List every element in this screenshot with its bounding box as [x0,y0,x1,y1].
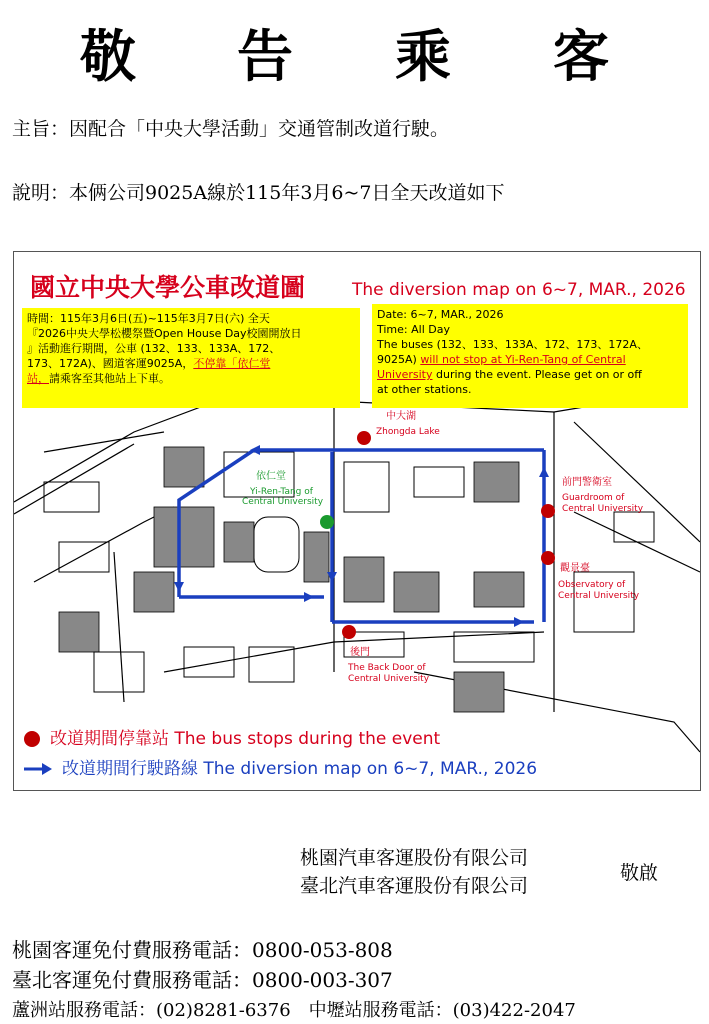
note-en-line: University during the event. Please get on or off [377,368,642,381]
company-name: 臺北汽車客運股份有限公司 [300,875,529,897]
company-name: 桃園汽車客運股份有限公司 [300,847,529,869]
no-stop-highlight: will not stop at Yi-Ren-Tang of Central [420,353,626,366]
station-phones: 蘆洲站服務電話：(02)8281-6376 中壢站服務電話：(03)422-2047 [12,1000,576,1021]
backdoor-label-en: The Back Door of [348,663,426,673]
title-char: 敬 [80,24,136,90]
note-en-line: Date: 6~7, MAR., 2026 [377,308,504,321]
notice-title [0,22,709,92]
note-zh-line: 173、172A)、國道客運9025A，不停靠「依仁堂 [27,357,271,370]
title-char: 乘 [395,24,451,90]
legend-stops: 改道期間停靠站 The bus stops during the event [24,724,440,749]
guard-label-en: Central University [562,504,644,514]
note-en-line: 9025A) will not stop at Yi-Ren-Tang of Central [377,353,626,366]
hotline: 臺北客運免付費服務電話：0800-003-307 [12,968,393,992]
map-title-zh: 國立中央大學公車改道圖 [30,273,306,302]
note-zh-line: 時間：115年3月6日(五)~115年3月7日(六) 全天 [27,312,270,325]
note-zh-line: 『2026中央大學松櫻祭暨Open House Day校園開放日 [27,327,302,340]
yiren-label-en: Central University [242,497,324,507]
arrow-right-icon [24,763,52,775]
note-en-line: at other stations. [377,383,472,396]
description-line: 說明：本俩公司9025A線於115年3月6~7日全天改道如下 [12,182,505,204]
map-title-en: The diversion map on 6~7, MAR., 2026 [352,280,686,300]
guard-label-zh: 前門警衛室 [562,477,612,488]
note-en-line: Time: All Day [377,323,450,336]
lake-label-en: Zhongda Lake [376,427,440,437]
backdoor-label-en: Central University [348,674,430,684]
yiren-label-zh: 依仁堂 [256,471,286,482]
note-zh-line: 站，請乘客至其他站上下車。 [27,372,170,385]
no-stop-highlight: 不停靠「依仁堂 [193,357,271,370]
notice-box-en [372,304,688,408]
hotline: 桃園客運免付費服務電話：0800-053-808 [12,938,393,962]
title-char: 告 [237,24,293,90]
yiren-label-en: Yi-Ren-Tang of [250,487,313,497]
observatory-label-zh: 觀景臺 [560,563,590,574]
signoff: 敬啟 [620,862,659,884]
backdoor-label-zh: 後門 [350,647,370,658]
notice-box-zh [22,308,360,408]
guard-label-en: Guardroom of [562,493,625,503]
subject-line: 主旨：因配合「中央大學活動」交通管制改道行駛。 [12,118,450,140]
note-zh-line: 』活動進行期間，公車 (132、133、133A、172、 [27,342,281,355]
lake-label-zh: 中大湖 [386,411,416,422]
note-en-line: The buses (132、133、133A、172、173、172A、 [377,338,648,351]
diversion-map [13,251,701,791]
legend-route: 改道期間行駛路線 The diversion map on 6~7, MAR., 2026 [24,754,537,779]
bus-stop-icon [24,731,40,747]
observatory-label-en: Central University [558,591,640,601]
observatory-label-en: Observatory of [558,580,626,590]
title-char: 客 [553,24,609,90]
